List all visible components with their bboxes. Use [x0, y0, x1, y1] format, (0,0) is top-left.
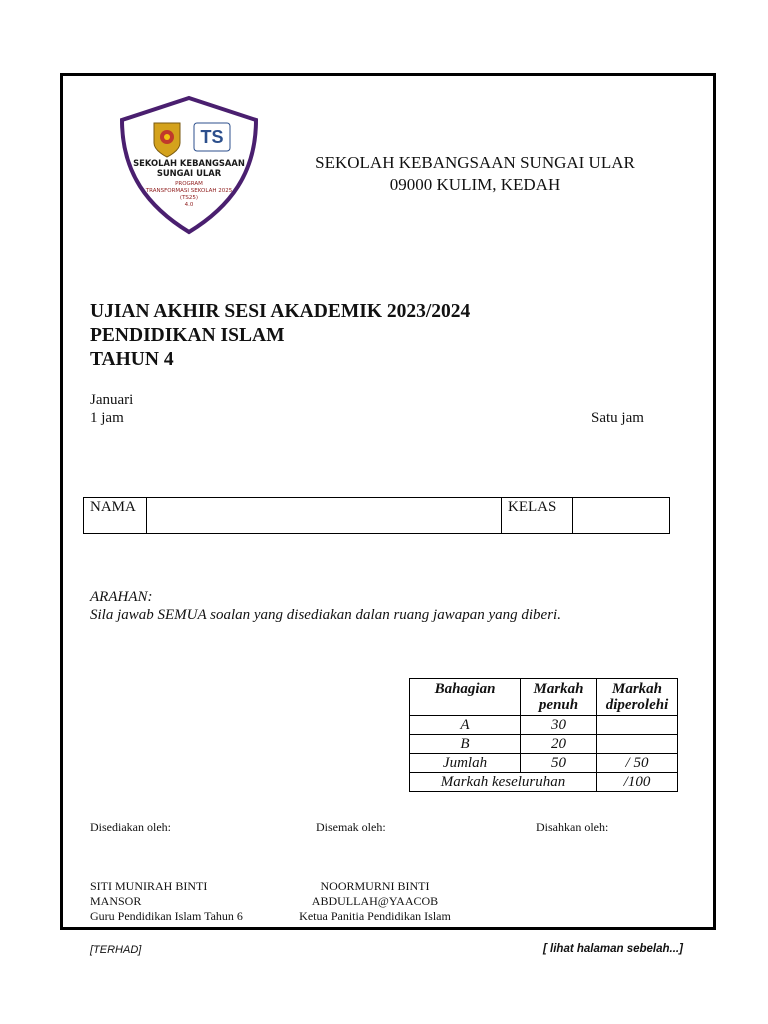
logo-line-6: 4.0 [184, 202, 194, 208]
table-row [410, 754, 678, 773]
checked-by-label: Disemak oleh: [316, 820, 386, 834]
logo-line-3: PROGRAM [175, 181, 203, 187]
marks-table [409, 678, 678, 792]
checked-name-line-2: ABDULLAH@YAACOB [311, 894, 439, 908]
school-address: 09000 KULIM, KEDAH [389, 175, 561, 194]
footer-classification: [TERHAD] [90, 944, 142, 956]
exam-duration-words: Satu jam [591, 410, 644, 426]
class-field[interactable] [573, 498, 670, 534]
table-cell: 50 [521, 754, 597, 773]
table-cell: Jumlah [410, 754, 521, 773]
exam-title: UJIAN AKHIR SESI AKADEMIK 2023/2024 [90, 301, 471, 322]
table-row [410, 716, 678, 735]
class-label: KELAS [502, 498, 573, 534]
school-logo [118, 95, 260, 235]
prepared-name-line-1: SITI MUNIRAH BINTI [90, 879, 208, 893]
header-marks-obtained: Markah diperolehi [597, 679, 678, 716]
instructions [90, 588, 561, 624]
logo-line-4: TRANSFORMASI SEKOLAH 2025 [145, 188, 233, 194]
approved-by-label: Disahkan oleh: [536, 820, 609, 834]
header-section: Bahagian [410, 679, 521, 716]
table-cell: A [410, 716, 521, 735]
logo-badge-text: TS [200, 127, 224, 147]
prepared-by-block [90, 879, 243, 924]
logo-line-5: (TS25) [179, 195, 199, 201]
total-label: Markah keseluruhan [410, 773, 597, 792]
ts25-badge-icon [194, 123, 230, 151]
footer-next-page: [ lihat halaman sebelah...] [543, 943, 683, 955]
instructions-heading: ARAHAN: [90, 589, 153, 605]
student-info-table [83, 497, 670, 534]
header-full-marks: Markah penuh [521, 679, 597, 716]
prepared-by-label: Disediakan oleh: [90, 820, 171, 834]
name-field[interactable] [147, 498, 502, 534]
checked-role: Ketua Panitia Pendidikan Islam [299, 909, 451, 923]
checked-by-block [287, 879, 463, 924]
marks-table-header [410, 679, 678, 716]
exam-month: Januari [90, 392, 134, 408]
table-cell: 30 [521, 716, 597, 735]
logo-line-1: SEKOLAH KEBANGSAAN [133, 158, 245, 168]
table-row [410, 735, 678, 754]
prepared-name-line-2: MANSOR [90, 894, 142, 908]
exam-title-block [90, 300, 470, 372]
name-label: NAMA [84, 498, 147, 534]
exam-duration: 1 jam [90, 410, 124, 426]
checked-name-line-1: NOORMURNI BINTI [320, 879, 430, 893]
total-value: /100 [597, 773, 678, 792]
instructions-text: Sila jawab SEMUA soalan yang disediakan dalan ruang jawapan yang diberi. [90, 607, 561, 623]
table-row-total [410, 773, 678, 792]
exam-subject: PENDIDIKAN ISLAM [90, 325, 285, 346]
table-cell [597, 716, 678, 735]
logo-line-2: SUNGAI ULAR [156, 168, 222, 178]
table-cell [597, 735, 678, 754]
school-info [290, 152, 660, 196]
school-name: SEKOLAH KEBANGSAAN SUNGAI ULAR [315, 153, 635, 172]
prepared-role: Guru Pendidikan Islam Tahun 6 [90, 909, 243, 923]
table-cell: 20 [521, 735, 597, 754]
table-cell: / 50 [597, 754, 678, 773]
exam-year: TAHUN 4 [90, 349, 174, 370]
table-cell: B [410, 735, 521, 754]
